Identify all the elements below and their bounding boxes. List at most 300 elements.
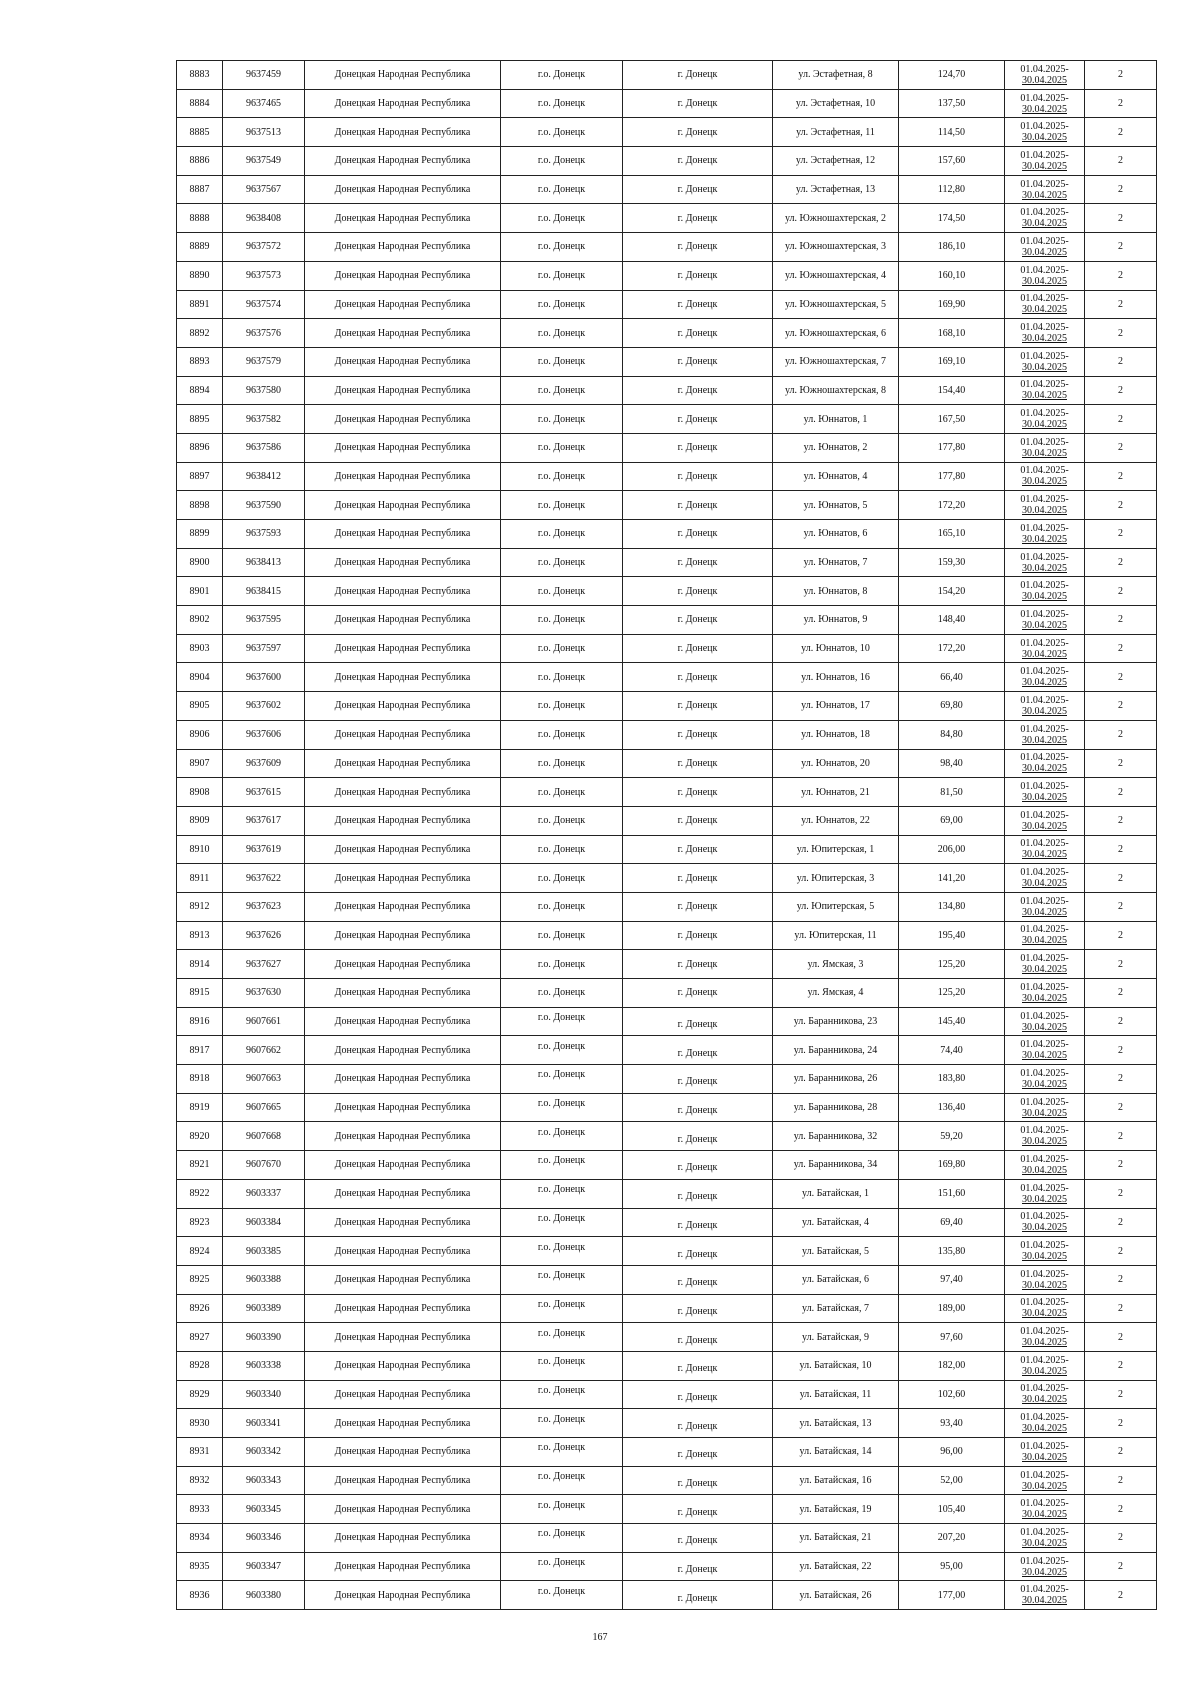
period-range (1005, 1151, 1085, 1180)
row-index: 8894 (177, 376, 223, 405)
period-from: 01.04.2025- (1020, 63, 1069, 75)
object-code: 9637586 (223, 433, 305, 462)
city-name: г. Донецк (623, 634, 773, 663)
city-name: г. Донецк (623, 979, 773, 1008)
table-row (177, 950, 1157, 979)
count-value: 2 (1085, 1036, 1157, 1065)
period-range (1005, 290, 1085, 319)
object-code: 9603342 (223, 1438, 305, 1467)
period-to: 30.04.2025 (1022, 763, 1067, 775)
object-code: 9603385 (223, 1237, 305, 1266)
period-to: 30.04.2025 (1022, 419, 1067, 431)
row-index: 8929 (177, 1380, 223, 1409)
district-label: г.о. Донецк (537, 1040, 586, 1052)
period-to: 30.04.2025 (1022, 591, 1067, 603)
city-name (623, 1179, 773, 1208)
street-address: ул. Южношахтерская, 7 (773, 347, 899, 376)
table-row (177, 1007, 1157, 1036)
count-value: 2 (1085, 1380, 1157, 1409)
count-value: 2 (1085, 233, 1157, 262)
count-value: 2 (1085, 950, 1157, 979)
period-to: 30.04.2025 (1022, 705, 1067, 717)
period-to: 30.04.2025 (1022, 1509, 1067, 1521)
object-code: 9607663 (223, 1065, 305, 1094)
period-from: 01.04.2025- (1020, 1469, 1069, 1481)
period-from: 01.04.2025- (1020, 235, 1069, 247)
table-row (177, 376, 1157, 405)
street-address: ул. Юннатов, 9 (773, 606, 899, 635)
object-code: 9603347 (223, 1552, 305, 1581)
period-to: 30.04.2025 (1022, 132, 1067, 144)
period-from: 01.04.2025- (1020, 1125, 1069, 1137)
period-to: 30.04.2025 (1022, 390, 1067, 402)
area-value: 207,20 (899, 1524, 1005, 1553)
object-code: 9603341 (223, 1409, 305, 1438)
street-address: ул. Юпитерская, 5 (773, 892, 899, 921)
count-value: 2 (1085, 347, 1157, 376)
object-code: 9637593 (223, 520, 305, 549)
city-name: г. Донецк (623, 663, 773, 692)
object-code: 9637630 (223, 979, 305, 1008)
table-row (177, 663, 1157, 692)
street-address: ул. Эстафетная, 10 (773, 89, 899, 118)
region-name: Донецкая Народная Республика (305, 204, 501, 233)
table-row (177, 864, 1157, 893)
row-index: 8918 (177, 1065, 223, 1094)
street-address: ул. Батайская, 10 (773, 1351, 899, 1380)
region-name: Донецкая Народная Республика (305, 520, 501, 549)
table-row (177, 1495, 1157, 1524)
city-label: г. Донецк (677, 1219, 718, 1231)
district-name (501, 1208, 623, 1237)
period-from: 01.04.2025- (1020, 1268, 1069, 1280)
count-value: 2 (1085, 290, 1157, 319)
street-address: ул. Батайская, 4 (773, 1208, 899, 1237)
row-index: 8923 (177, 1208, 223, 1237)
city-name: г. Донецк (623, 778, 773, 807)
row-index: 8893 (177, 347, 223, 376)
city-label: г. Донецк (677, 1076, 718, 1088)
period-to: 30.04.2025 (1022, 160, 1067, 172)
city-name (623, 1438, 773, 1467)
row-index: 8905 (177, 692, 223, 721)
table-row (177, 606, 1157, 635)
period-to: 30.04.2025 (1022, 1021, 1067, 1033)
row-index: 8924 (177, 1237, 223, 1266)
city-name: г. Донецк (623, 118, 773, 147)
street-address: ул. Юпитерская, 11 (773, 921, 899, 950)
period-to: 30.04.2025 (1022, 964, 1067, 976)
period-from: 01.04.2025- (1020, 1182, 1069, 1194)
period-to: 30.04.2025 (1022, 1365, 1067, 1377)
object-code: 9637572 (223, 233, 305, 262)
area-value: 125,20 (899, 979, 1005, 1008)
period-to: 30.04.2025 (1022, 734, 1067, 746)
district-name: г.о. Донецк (501, 692, 623, 721)
city-name: г. Донецк (623, 233, 773, 262)
area-value: 169,90 (899, 290, 1005, 319)
city-name (623, 1552, 773, 1581)
period-from: 01.04.2025- (1020, 350, 1069, 362)
row-index: 8909 (177, 806, 223, 835)
district-label: г.о. Донецк (537, 1212, 586, 1224)
region-name: Донецкая Народная Республика (305, 147, 501, 176)
count-value: 2 (1085, 1294, 1157, 1323)
region-name: Донецкая Народная Республика (305, 864, 501, 893)
street-address: ул. Баранникова, 32 (773, 1122, 899, 1151)
street-address: ул. Батайская, 14 (773, 1438, 899, 1467)
period-range (1005, 979, 1085, 1008)
table-row (177, 319, 1157, 348)
period-from: 01.04.2025- (1020, 752, 1069, 764)
city-name: г. Донецк (623, 806, 773, 835)
period-to: 30.04.2025 (1022, 246, 1067, 258)
period-range (1005, 892, 1085, 921)
region-name: Донецкая Народная Республика (305, 89, 501, 118)
area-value: 102,60 (899, 1380, 1005, 1409)
area-value: 69,80 (899, 692, 1005, 721)
table-row (177, 118, 1157, 147)
period-to: 30.04.2025 (1022, 1050, 1067, 1062)
region-name: Донецкая Народная Республика (305, 1380, 501, 1409)
period-range (1005, 1409, 1085, 1438)
row-index: 8921 (177, 1151, 223, 1180)
object-code: 9638408 (223, 204, 305, 233)
region-name: Донецкая Народная Республика (305, 1552, 501, 1581)
city-name: г. Донецк (623, 175, 773, 204)
street-address: ул. Юннатов, 6 (773, 520, 899, 549)
area-value: 151,60 (899, 1179, 1005, 1208)
district-name: г.о. Донецк (501, 89, 623, 118)
period-to: 30.04.2025 (1022, 361, 1067, 373)
city-label: г. Донецк (677, 1133, 718, 1145)
count-value: 2 (1085, 261, 1157, 290)
district-label: г.о. Донецк (537, 1184, 586, 1196)
period-range (1005, 147, 1085, 176)
period-to: 30.04.2025 (1022, 562, 1067, 574)
district-name: г.о. Донецк (501, 835, 623, 864)
street-address: ул. Южношахтерская, 6 (773, 319, 899, 348)
region-name: Донецкая Народная Республика (305, 749, 501, 778)
object-code: 9637627 (223, 950, 305, 979)
district-name: г.о. Донецк (501, 864, 623, 893)
period-range (1005, 462, 1085, 491)
district-name: г.о. Донецк (501, 491, 623, 520)
region-name: Донецкая Народная Республика (305, 233, 501, 262)
object-code: 9607665 (223, 1093, 305, 1122)
period-to: 30.04.2025 (1022, 1164, 1067, 1176)
region-name: Донецкая Народная Республика (305, 1438, 501, 1467)
table-row (177, 233, 1157, 262)
period-range (1005, 1552, 1085, 1581)
area-value: 160,10 (899, 261, 1005, 290)
area-value: 177,00 (899, 1581, 1005, 1610)
area-value: 141,20 (899, 864, 1005, 893)
district-name: г.о. Донецк (501, 204, 623, 233)
row-index: 8925 (177, 1265, 223, 1294)
object-code: 9637623 (223, 892, 305, 921)
period-range (1005, 548, 1085, 577)
table-row (177, 1093, 1157, 1122)
street-address: ул. Батайская, 16 (773, 1466, 899, 1495)
city-name (623, 1380, 773, 1409)
row-index: 8932 (177, 1466, 223, 1495)
city-label: г. Донецк (677, 1449, 718, 1461)
row-index: 8933 (177, 1495, 223, 1524)
period-to: 30.04.2025 (1022, 1595, 1067, 1607)
region-name: Донецкая Народная Республика (305, 462, 501, 491)
area-value: 125,20 (899, 950, 1005, 979)
period-to: 30.04.2025 (1022, 1078, 1067, 1090)
period-range (1005, 606, 1085, 635)
street-address: ул. Южношахтерская, 2 (773, 204, 899, 233)
table-row (177, 778, 1157, 807)
city-name: г. Донецк (623, 835, 773, 864)
count-value: 2 (1085, 720, 1157, 749)
period-range (1005, 835, 1085, 864)
object-code: 9637606 (223, 720, 305, 749)
area-value: 145,40 (899, 1007, 1005, 1036)
row-index: 8901 (177, 577, 223, 606)
city-name (623, 1151, 773, 1180)
table-row (177, 89, 1157, 118)
period-from: 01.04.2025- (1020, 178, 1069, 190)
period-range (1005, 1438, 1085, 1467)
region-name: Донецкая Народная Республика (305, 606, 501, 635)
district-label: г.о. Донецк (537, 1327, 586, 1339)
period-to: 30.04.2025 (1022, 677, 1067, 689)
street-address: ул. Батайская, 9 (773, 1323, 899, 1352)
count-value: 2 (1085, 520, 1157, 549)
period-range (1005, 950, 1085, 979)
count-value: 2 (1085, 1065, 1157, 1094)
period-from: 01.04.2025- (1020, 1440, 1069, 1452)
area-value: 159,30 (899, 548, 1005, 577)
period-to: 30.04.2025 (1022, 533, 1067, 545)
city-name (623, 1265, 773, 1294)
district-name: г.о. Донецк (501, 261, 623, 290)
count-value: 2 (1085, 147, 1157, 176)
area-value: 148,40 (899, 606, 1005, 635)
period-to: 30.04.2025 (1022, 333, 1067, 345)
period-to: 30.04.2025 (1022, 476, 1067, 488)
period-range (1005, 520, 1085, 549)
period-range (1005, 921, 1085, 950)
area-value: 96,00 (899, 1438, 1005, 1467)
city-label: г. Донецк (677, 1391, 718, 1403)
city-name (623, 1466, 773, 1495)
region-name: Донецкая Народная Республика (305, 720, 501, 749)
district-name: г.о. Донецк (501, 778, 623, 807)
object-code: 9637513 (223, 118, 305, 147)
object-code: 9637465 (223, 89, 305, 118)
period-from: 01.04.2025- (1020, 924, 1069, 936)
period-from: 01.04.2025- (1020, 809, 1069, 821)
period-range (1005, 1380, 1085, 1409)
count-value: 2 (1085, 835, 1157, 864)
city-label: г. Донецк (677, 1334, 718, 1346)
count-value: 2 (1085, 1093, 1157, 1122)
period-to: 30.04.2025 (1022, 1423, 1067, 1435)
region-name: Донецкая Народная Республика (305, 1466, 501, 1495)
table-row (177, 1380, 1157, 1409)
period-range (1005, 1323, 1085, 1352)
period-range (1005, 864, 1085, 893)
table-row (177, 577, 1157, 606)
row-index: 8930 (177, 1409, 223, 1438)
table-row (177, 347, 1157, 376)
period-from: 01.04.2025- (1020, 264, 1069, 276)
district-label: г.о. Донецк (537, 1012, 586, 1024)
object-code: 9638415 (223, 577, 305, 606)
object-code: 9637580 (223, 376, 305, 405)
period-range (1005, 1007, 1085, 1036)
street-address: ул. Ямская, 4 (773, 979, 899, 1008)
city-name: г. Донецк (623, 462, 773, 491)
period-to: 30.04.2025 (1022, 1451, 1067, 1463)
city-label: г. Донецк (677, 1420, 718, 1432)
city-label: г. Донецк (677, 1105, 718, 1117)
table-row (177, 1438, 1157, 1467)
city-name: г. Донецк (623, 520, 773, 549)
street-address: ул. Батайская, 22 (773, 1552, 899, 1581)
district-name: г.о. Донецк (501, 921, 623, 950)
period-from: 01.04.2025- (1020, 1010, 1069, 1022)
table-row (177, 1208, 1157, 1237)
registry-rows (177, 61, 1157, 1610)
row-index: 8896 (177, 433, 223, 462)
period-range (1005, 806, 1085, 835)
table-row (177, 204, 1157, 233)
object-code: 9603345 (223, 1495, 305, 1524)
region-name: Донецкая Народная Республика (305, 892, 501, 921)
table-row (177, 1122, 1157, 1151)
district-name: г.о. Донецк (501, 892, 623, 921)
object-code: 9607668 (223, 1122, 305, 1151)
district-label: г.о. Донецк (537, 1298, 586, 1310)
district-label: г.о. Донецк (537, 1241, 586, 1253)
count-value: 2 (1085, 1179, 1157, 1208)
table-row (177, 462, 1157, 491)
period-to: 30.04.2025 (1022, 1394, 1067, 1406)
district-name (501, 1179, 623, 1208)
city-label: г. Донецк (677, 1305, 718, 1317)
district-name: г.о. Донецк (501, 979, 623, 1008)
district-name: г.о. Донецк (501, 376, 623, 405)
row-index: 8902 (177, 606, 223, 635)
city-label: г. Донецк (677, 1478, 718, 1490)
region-name: Донецкая Народная Республика (305, 319, 501, 348)
area-value: 69,40 (899, 1208, 1005, 1237)
region-name: Донецкая Народная Республика (305, 118, 501, 147)
city-name (623, 1351, 773, 1380)
area-value: 195,40 (899, 921, 1005, 950)
region-name: Донецкая Народная Республика (305, 1122, 501, 1151)
city-name (623, 1524, 773, 1553)
row-index: 8907 (177, 749, 223, 778)
area-value: 84,80 (899, 720, 1005, 749)
object-code: 9603337 (223, 1179, 305, 1208)
street-address: ул. Батайская, 26 (773, 1581, 899, 1610)
row-index: 8900 (177, 548, 223, 577)
district-name (501, 1036, 623, 1065)
area-value: 52,00 (899, 1466, 1005, 1495)
district-name: г.о. Донецк (501, 634, 623, 663)
object-code: 9637617 (223, 806, 305, 835)
object-code: 9637459 (223, 61, 305, 90)
district-label: г.о. Донецк (537, 1126, 586, 1138)
period-from: 01.04.2025- (1020, 322, 1069, 334)
object-code: 9637619 (223, 835, 305, 864)
count-value: 2 (1085, 1466, 1157, 1495)
period-to: 30.04.2025 (1022, 992, 1067, 1004)
row-index: 8914 (177, 950, 223, 979)
period-from: 01.04.2025- (1020, 494, 1069, 506)
count-value: 2 (1085, 1524, 1157, 1553)
city-label: г. Донецк (677, 1248, 718, 1260)
city-name: г. Донецк (623, 405, 773, 434)
street-address: ул. Баранникова, 34 (773, 1151, 899, 1180)
count-value: 2 (1085, 1495, 1157, 1524)
street-address: ул. Батайская, 7 (773, 1294, 899, 1323)
district-name (501, 1294, 623, 1323)
period-to: 30.04.2025 (1022, 189, 1067, 201)
table-row (177, 491, 1157, 520)
region-name: Донецкая Народная Республика (305, 950, 501, 979)
period-to: 30.04.2025 (1022, 619, 1067, 631)
city-name: г. Донецк (623, 61, 773, 90)
district-name: г.о. Донецк (501, 520, 623, 549)
city-label: г. Донецк (677, 1162, 718, 1174)
period-to: 30.04.2025 (1022, 849, 1067, 861)
area-value: 97,60 (899, 1323, 1005, 1352)
street-address: ул. Батайская, 11 (773, 1380, 899, 1409)
district-label: г.о. Донецк (537, 1442, 586, 1454)
district-name (501, 1495, 623, 1524)
row-index: 8885 (177, 118, 223, 147)
period-from: 01.04.2025- (1020, 121, 1069, 133)
street-address: ул. Ямская, 3 (773, 950, 899, 979)
period-from: 01.04.2025- (1020, 781, 1069, 793)
period-to: 30.04.2025 (1022, 218, 1067, 230)
region-name: Донецкая Народная Республика (305, 1179, 501, 1208)
count-value: 2 (1085, 979, 1157, 1008)
street-address: ул. Юннатов, 5 (773, 491, 899, 520)
region-name: Донецкая Народная Республика (305, 1294, 501, 1323)
period-to: 30.04.2025 (1022, 1193, 1067, 1205)
period-from: 01.04.2025- (1020, 666, 1069, 678)
period-from: 01.04.2025- (1020, 867, 1069, 879)
row-index: 8887 (177, 175, 223, 204)
street-address: ул. Юннатов, 7 (773, 548, 899, 577)
city-name: г. Донецк (623, 491, 773, 520)
district-name (501, 1380, 623, 1409)
period-from: 01.04.2025- (1020, 1067, 1069, 1079)
district-name (501, 1351, 623, 1380)
city-name: г. Донецк (623, 347, 773, 376)
city-name: г. Донецк (623, 261, 773, 290)
area-value: 114,50 (899, 118, 1005, 147)
area-value: 112,80 (899, 175, 1005, 204)
area-value: 165,10 (899, 520, 1005, 549)
area-value: 66,40 (899, 663, 1005, 692)
row-index: 8895 (177, 405, 223, 434)
period-from: 01.04.2025- (1020, 465, 1069, 477)
street-address: ул. Эстафетная, 13 (773, 175, 899, 204)
period-range (1005, 1208, 1085, 1237)
table-row (177, 1294, 1157, 1323)
row-index: 8906 (177, 720, 223, 749)
